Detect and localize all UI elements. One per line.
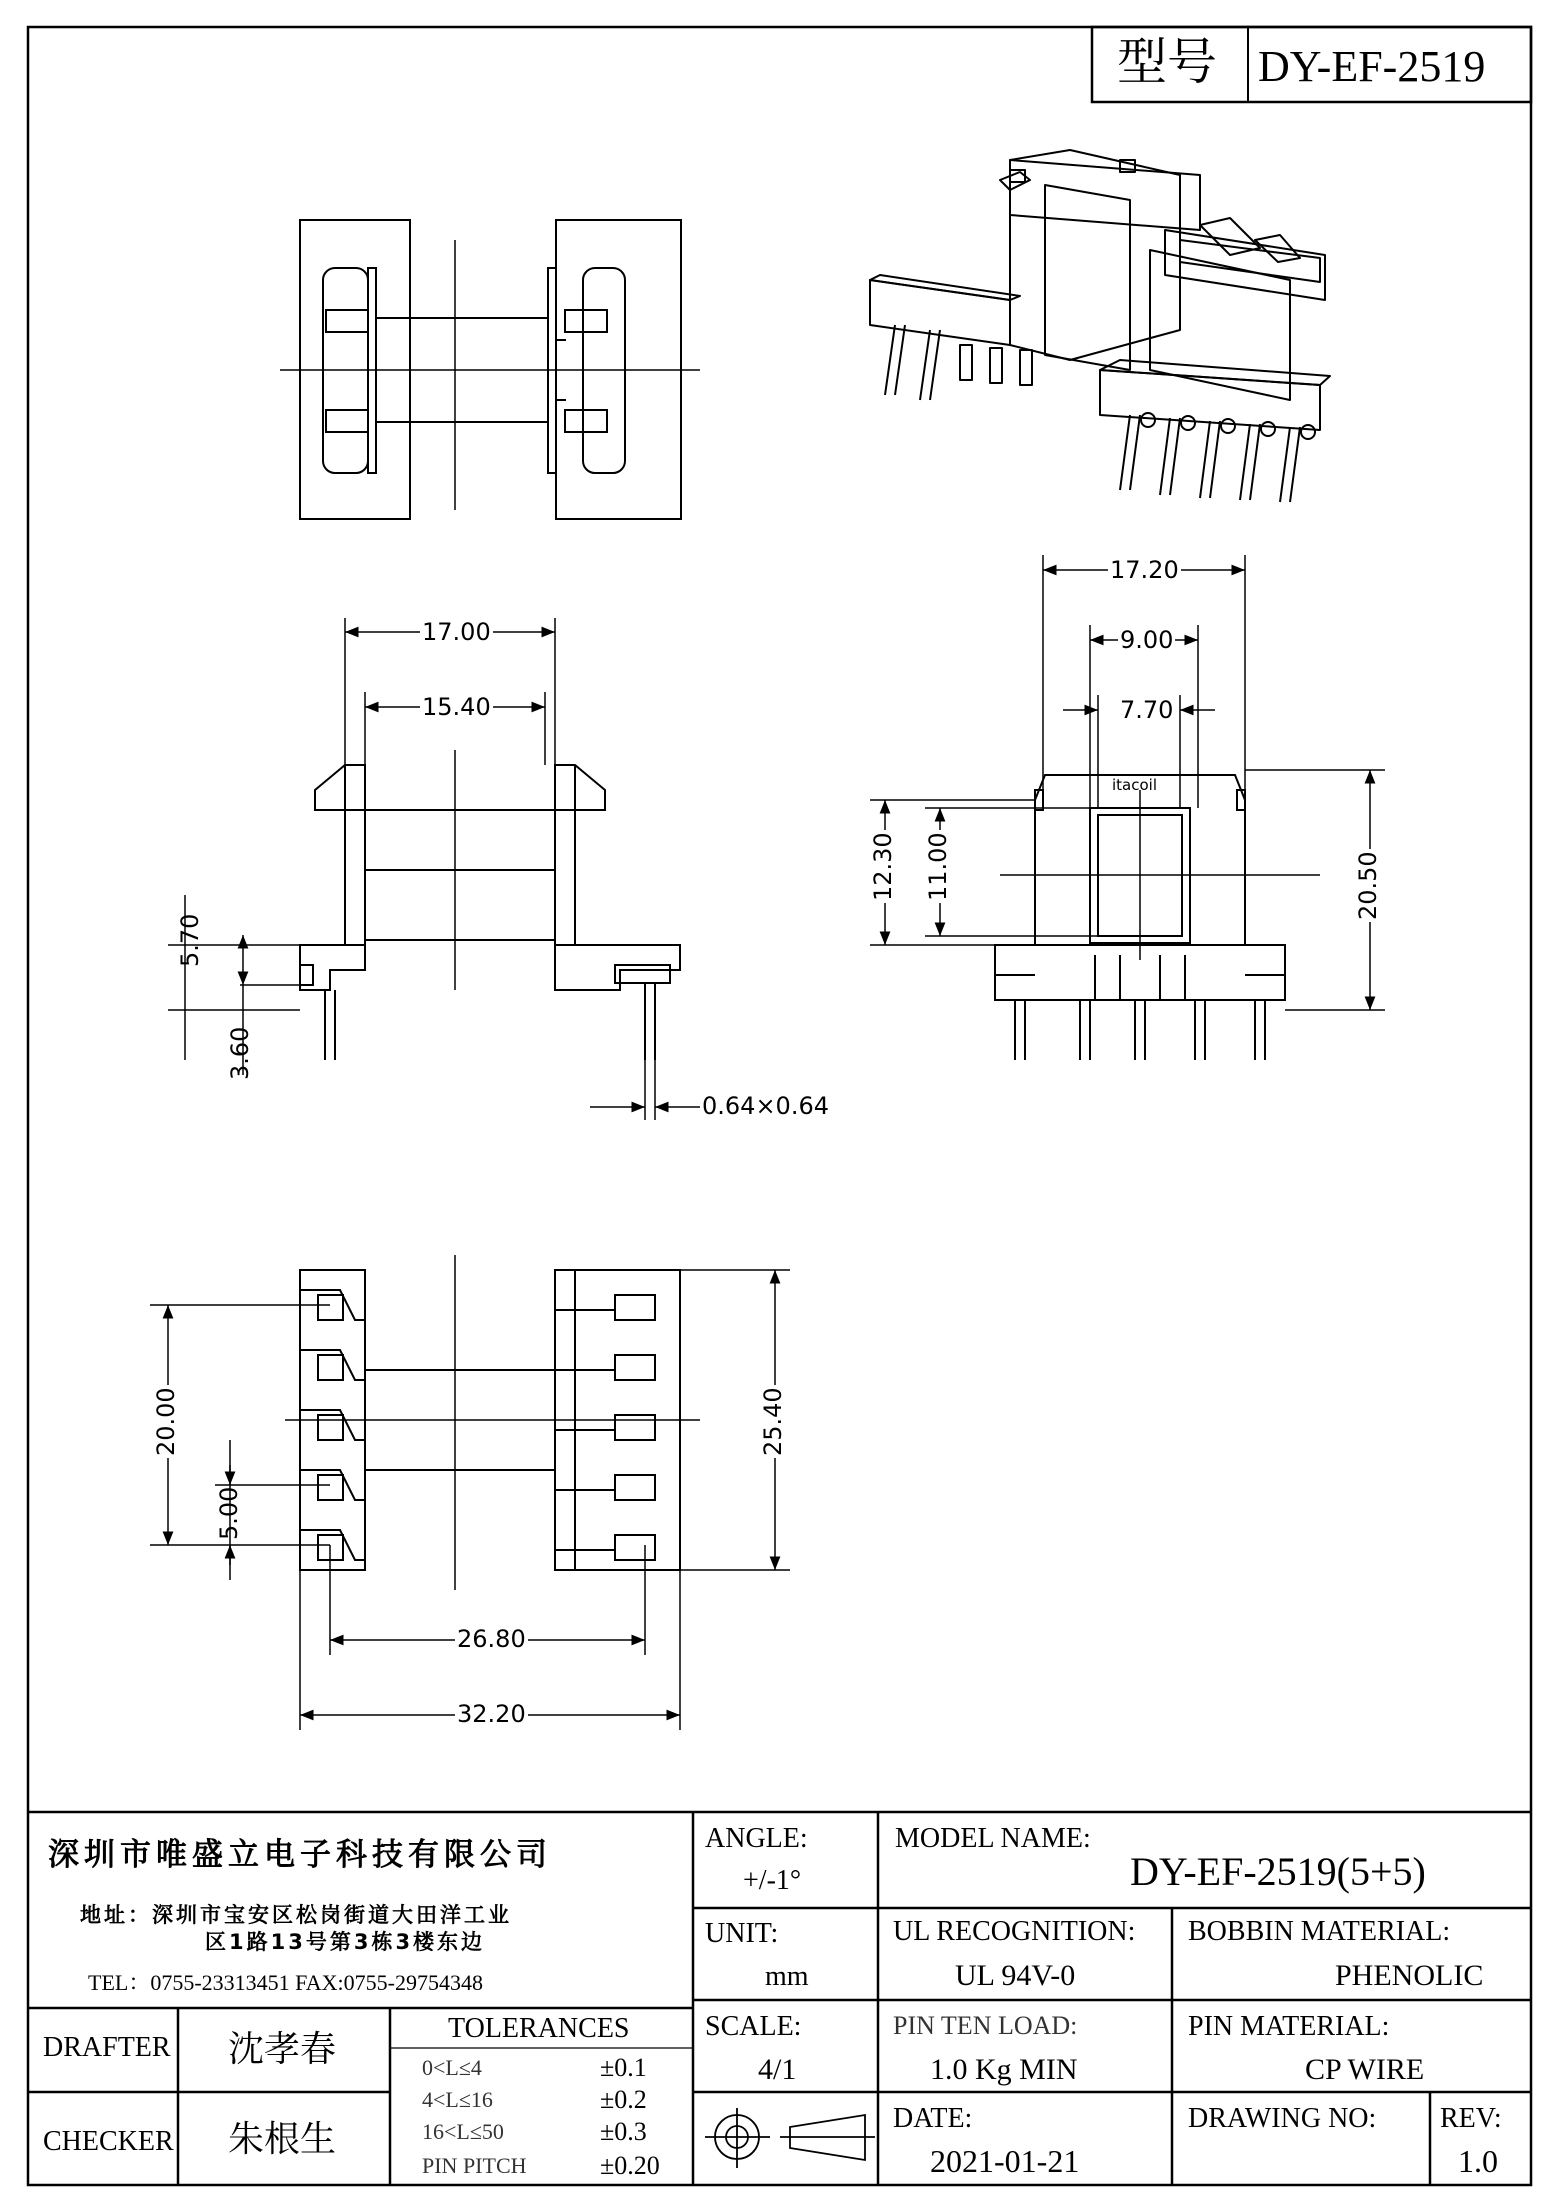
tolerance-value-3: ±0.3 [600,2117,647,2146]
date-label: DATE: [893,2103,973,2134]
tolerance-range-1: 0<L≤4 [422,2055,482,2080]
tolerance-value-2: ±0.2 [600,2085,647,2114]
projection-symbol-icon [705,2108,875,2168]
dim-32-20: 32.20 [457,1700,526,1728]
dim-3-60: 3.60 [226,1026,254,1080]
ul-value: UL 94V-0 [955,1959,1076,1992]
pin-load-value: 1.0 Kg MIN [930,2053,1078,2086]
dim-15-40: 15.40 [422,693,491,721]
dim-9-00: 9.00 [1120,626,1174,654]
isometric-view [870,150,1330,502]
unit-value: mm [765,1961,809,1992]
model-name-label: MODEL NAME: [895,1823,1091,1854]
address-line-2: 区1路13号第3栋3楼东边 [205,1930,486,1954]
rev-value: 1.0 [1458,2143,1498,2179]
tolerance-range-2: 4<L≤16 [422,2087,493,2112]
unit-label: UNIT: [705,1918,779,1949]
tolerance-value-4: ±0.20 [600,2151,660,2180]
date-value: 2021-01-21 [930,2143,1080,2179]
bobbin-material-value: PHENOLIC [1335,1959,1484,1992]
pin-material-label: PIN MATERIAL: [1188,2011,1390,2042]
tolerance-value-1: ±0.1 [600,2053,647,2082]
tolerance-range-4: PIN PITCH [422,2153,527,2178]
dim-5-70: 5.70 [176,913,204,967]
pin-load-label: PIN TEN LOAD: [893,2011,1078,2040]
front-view [995,775,1320,1060]
dim-20-00: 20.00 [152,1387,180,1456]
model-name-value: DY-EF-2519(5+5) [1130,1849,1426,1894]
drawing-no-label: DRAWING NO: [1188,2103,1377,2134]
dim-11-00: 11.00 [924,832,952,901]
dim-25-40: 25.40 [759,1387,787,1456]
dim-7-70: 7.70 [1120,696,1174,724]
dim-12-30: 12.30 [869,832,897,901]
ul-label: UL RECOGNITION: [893,1916,1136,1947]
address-line-1: 地址：深圳市宝安区松岗街道大田洋工业 [80,1903,512,1927]
checker-name: 朱根生 [228,2119,337,2160]
side-view [300,750,680,1060]
coil-marking: itacoil [1112,776,1157,794]
dim-5-00: 5.00 [215,1486,243,1540]
bobbin-material-label: BOBBIN MATERIAL: [1188,1916,1451,1947]
top-view [280,220,700,519]
drafter-label: DRAFTER [43,2032,171,2063]
scale-value: 4/1 [758,2053,797,2086]
dim-26-80: 26.80 [457,1625,526,1653]
scale-label: SCALE: [705,2011,802,2042]
company-name: 深圳市唯盛立电子科技有限公司 [48,1837,552,1873]
tolerances-label: TOLERANCES [448,2013,630,2044]
dim-pin-size: 0.64×0.64 [702,1092,829,1120]
angle-value: +/-1° [743,1865,802,1896]
bottom-view [285,1255,700,1590]
tel-fax: TEL：0755-23313451 FAX:0755-29754348 [88,1970,483,1995]
checker-label: CHECKER [43,2126,174,2157]
pin-material-value: CP WIRE [1305,2053,1425,2086]
type-label: 型号 [1117,34,1217,90]
bottom-view-dimensions [150,1270,790,1730]
dim-17-00: 17.00 [422,618,491,646]
rev-label: REV: [1440,2103,1502,2134]
dim-20-50: 20.50 [1354,851,1382,920]
dim-17-20: 17.20 [1110,556,1179,584]
model-code: DY-EF-2519 [1258,42,1486,91]
angle-label: ANGLE: [705,1823,808,1854]
drafter-name: 沈孝春 [228,2029,337,2070]
tolerance-range-3: 16<L≤50 [422,2119,504,2144]
